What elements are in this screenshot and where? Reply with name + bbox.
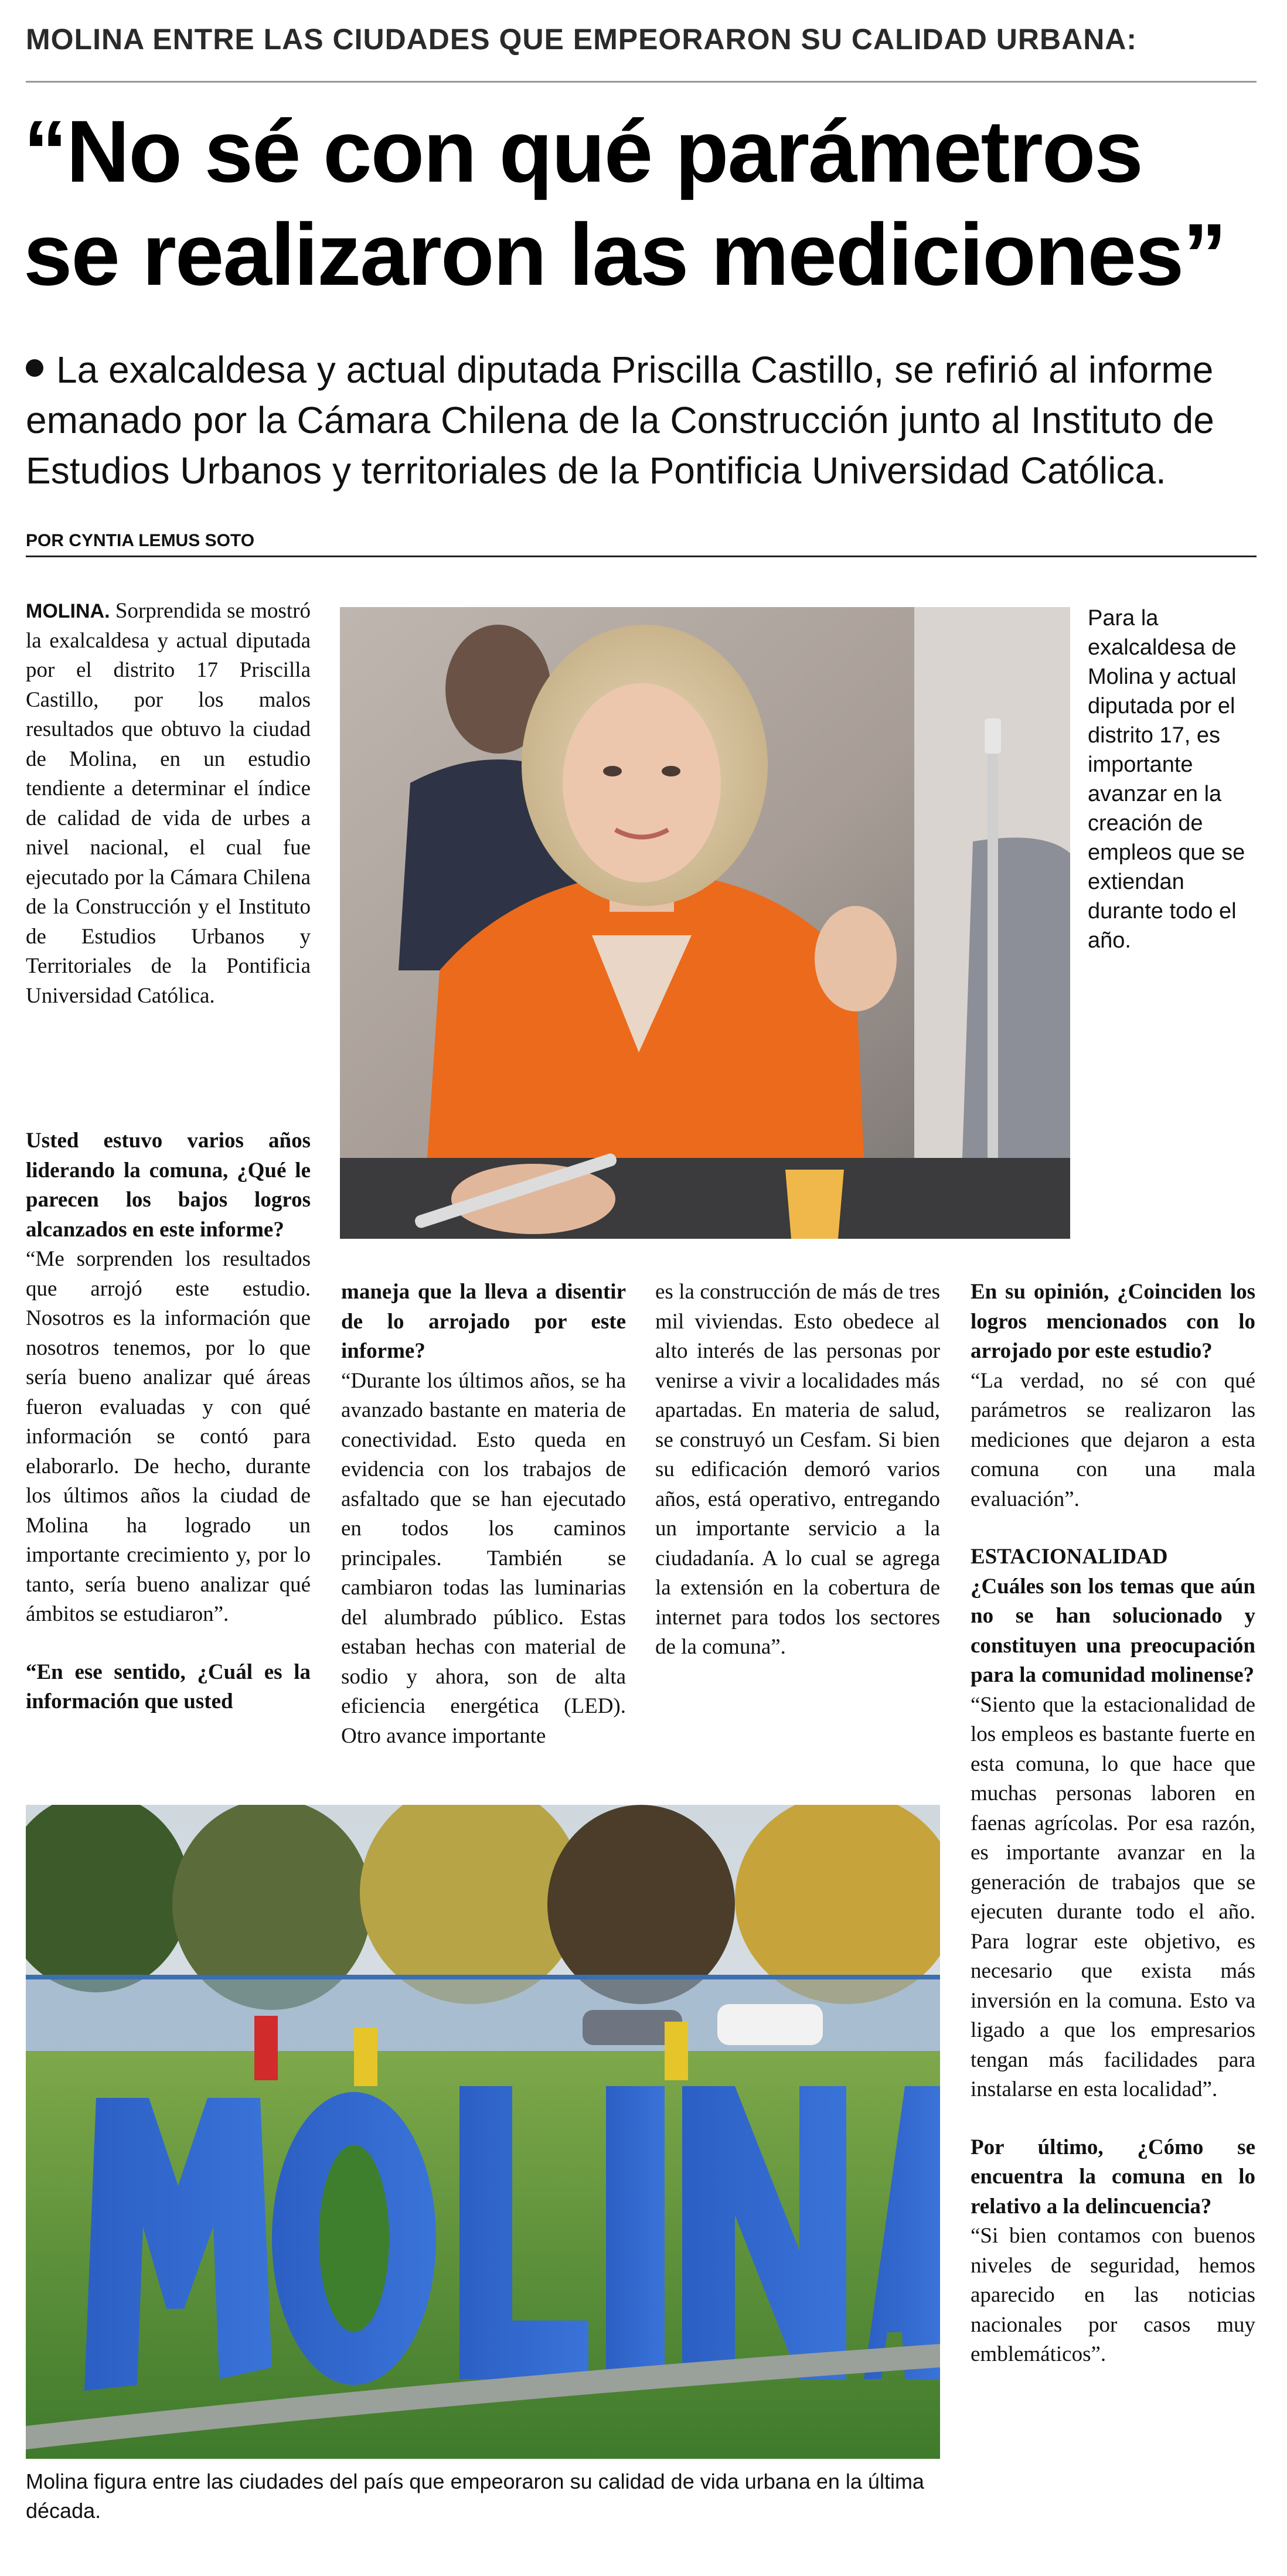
byline-rule [26,556,1257,557]
question-4: ¿Cuáles son los temas que aún no se han solucionado y constituyen una preocupación para la comunidad molinense? [971,1574,1255,1687]
question-2-cont: maneja que la lleva a disentir de lo arrojado por este informe? [341,1280,626,1363]
photo-molina-sign [26,1805,940,2459]
byline: POR CYNTIA LEMUS SOTO [26,531,255,550]
headline [23,100,1272,306]
photo-1-caption: Para la exalcaldesa de Molina y actual diputada por el distrito 17, es importante avanzar en la creación de empleos que se extiendan durante todo el año. [1088,606,1245,953]
answer-2-cont: es la construcción de más de tres mil viviendas. Esto obedece al alto interés de las personas por venirse a vivir a localidades más apartadas. En materia de salud, se construyó un Cesfam. Si bien su edificación demoró varios años, está operativo, entregando un importante servicio a la ciudadanía. A lo cual se agrega la extensión en la cobertura de internet para todos los sectores de la comuna”. [655,1280,940,1659]
kicker: MOLINA ENTRE LAS CIUDADES QUE EMPEORARON SU CALIDAD URBANA: [26,23,1138,56]
lead-text: Sorprendida se mostró la exalcaldesa y actual diputada por el distrito 17 Priscilla Castillo, por los malos resultados que obtuvo la ciudad de Molina, en un estudio tendiente a determinar el índice de calidad de vida de urbes a nivel nacional, el cual fue ejecutado por la Cámara Chilena de la Construcción y el Instituto de Estudios Urbanos y Territoriales de la Pontificia Universidad Católica. [26,599,311,1008]
headline-line-2: se realizaron las mediciones” [23,205,1226,304]
column-3 [655,1277,940,1662]
photo-priscilla-castillo [340,607,1070,1239]
photo-2-caption: Molina figura entre las ciudades del país que empeoraron su calidad de vida urbana en la última década. [26,2469,924,2523]
answer-2: “Durante los últimos años, se ha avanzado bastante en materia de conectividad. Esto queda en evidencia con los trabajos de asfaltado que se han ejecutado en todos los caminos principales. También se cambiaron todas las luminarias del alumbrado público. Estas estaban hechas con material de sodio y ahora, son de alta eficiencia energética (LED). Otro avance importante [341,1368,626,1748]
section-heading: ESTACIONALIDAD [971,1545,1168,1569]
deck [26,345,1262,496]
molina-sign-image [26,1805,940,2459]
kicker-rule [26,81,1257,83]
question-2: “En ese sentido, ¿Cuál es la información que usted [26,1660,311,1713]
lead-word: MOLINA. [26,600,110,622]
column-1-bottom [26,1126,311,1717]
bullet-icon [26,359,43,377]
answer-3: “La verdad, no sé con qué parámetros se realizaron las mediciones que dejaron a esta comuna con una mala evaluación”. [971,1368,1255,1511]
lead-paragraph [26,597,311,1011]
answer-1: “Me sorprenden los resultados que arrojó este estudio. Nosotros es la información que nosotros tenemos, por lo que sería bueno analizar qué áreas fueron evaluadas y con qué información se contó para elaborarlo. De hecho, durante los últimos años la ciudad de Molina ha logrado un importante crecimiento y, por lo tanto, sería bueno analizar qué ámbitos se estudiaron”. [26,1247,311,1626]
headline-line-1: “No sé con qué parámetros [23,102,1142,200]
column-4 [971,1277,1255,2370]
portrait-image [340,607,1070,1239]
answer-4: “Siento que la estacionalidad de los empleos es bastante fuerte en esta comuna, lo que hace que muchas personas laboren en faenas agrícolas. Por esa razón, es importante avanzar en la generación de trabajos que se ejecuten durante todo el año. Para lograr este objetivo, es necesario que exista más inversión en la comuna. Esto va ligado a que los empresarios tengan más facilidades para instalarse en esta localidad”. [971,1692,1255,2101]
question-1: Usted estuvo varios años liderando la comuna, ¿Qué le parecen los bajos logros alcanzados en este informe? [26,1129,311,1242]
question-5: Por último, ¿Cómo se encuentra la comuna en lo relativo a la delincuencia? [971,2135,1255,2219]
column-1-top [26,597,311,1011]
answer-5: “Si bien contamos con buenos niveles de seguridad, hemos aparecido en las noticias nacionales por casos muy emblemáticos”. [971,2224,1255,2366]
deck-text: La exalcaldesa y actual diputada Priscilla Castillo, se refirió al informe emanado por la Cámara Chilena de la Construcción junto al Instituto de Estudios Urbanos y territoriales de la Pontificia Universidad Católica. [26,349,1214,492]
column-2 [341,1277,626,1751]
question-3: En su opinión, ¿Coinciden los logros mencionados con lo arrojado por este estudio? [971,1280,1255,1363]
